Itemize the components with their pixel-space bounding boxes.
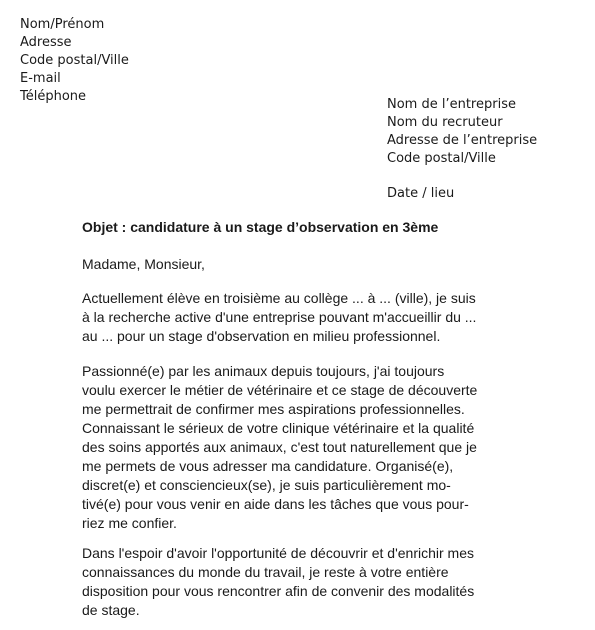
paragraph-introduction bbox=[82, 289, 512, 346]
paragraph-motivation bbox=[82, 362, 512, 533]
date-place bbox=[387, 185, 454, 203]
sender-address: Adresse bbox=[20, 35, 72, 50]
paragraph-line: des soins apportés aux animaux, c'est tout naturellement que je bbox=[82, 439, 477, 455]
paragraph-line: de stage. bbox=[82, 602, 140, 618]
paragraph-line: voulu exercer le métier de vétérinaire et ce stage de découverte bbox=[82, 382, 478, 398]
sender-email: E-mail bbox=[20, 71, 61, 86]
recipient-block bbox=[387, 96, 537, 168]
paragraph-line: tivé(e) pour vous venir en aide dans les tâches que vous pour- bbox=[82, 496, 469, 512]
paragraph-line: Actuellement élève en troisième au collège ... à ... (ville), je suis bbox=[82, 290, 476, 306]
paragraph-line: à la recherche active d'une entreprise pouvant m'accueillir du ... bbox=[82, 309, 477, 325]
sender-phone: Téléphone bbox=[20, 89, 87, 104]
sender-name: Nom/Prénom bbox=[20, 17, 105, 32]
recipient-address: Adresse de l’entreprise bbox=[387, 133, 538, 148]
letter-subject: Objet : candidature à un stage d’observation en 3ème bbox=[82, 219, 439, 235]
paragraph-line: connaissances du monde du travail, je reste à votre entière bbox=[82, 564, 449, 580]
recipient-recruiter: Nom du recruteur bbox=[387, 115, 503, 130]
paragraph-line: au ... pour un stage d'observation en milieu professionnel. bbox=[82, 328, 441, 344]
sender-postal-city: Code postal/Ville bbox=[20, 53, 129, 68]
paragraph-line: Connaissant le sérieux de votre clinique vétérinaire et la qualité bbox=[82, 420, 475, 436]
paragraph-line: discret(e) et consciencieux(se), je suis particulièrement mo- bbox=[82, 477, 451, 493]
letter-salutation: Madame, Monsieur, bbox=[82, 256, 205, 272]
recipient-company: Nom de l’entreprise bbox=[387, 97, 516, 112]
paragraph-line: riez me confier. bbox=[82, 515, 177, 531]
sender-block bbox=[20, 16, 129, 106]
paragraph-line: Dans l'espoir d'avoir l'opportunité de découvrir et d'enrichir mes bbox=[82, 545, 474, 561]
paragraph-line: me permets de vous adresser ma candidature. Organisé(e), bbox=[82, 458, 454, 474]
date-place-text: Date / lieu bbox=[387, 186, 455, 201]
recipient-postal-city: Code postal/Ville bbox=[387, 151, 496, 166]
paragraph-line: disposition pour vous rencontrer afin de convenir des modalités bbox=[82, 583, 475, 599]
paragraph-closing bbox=[82, 544, 512, 620]
paragraph-line: Passionné(e) par les animaux depuis toujours, j'ai toujours bbox=[82, 363, 445, 379]
paragraph-line: me permettrait de confirmer mes aspirations professionnelles. bbox=[82, 401, 465, 417]
